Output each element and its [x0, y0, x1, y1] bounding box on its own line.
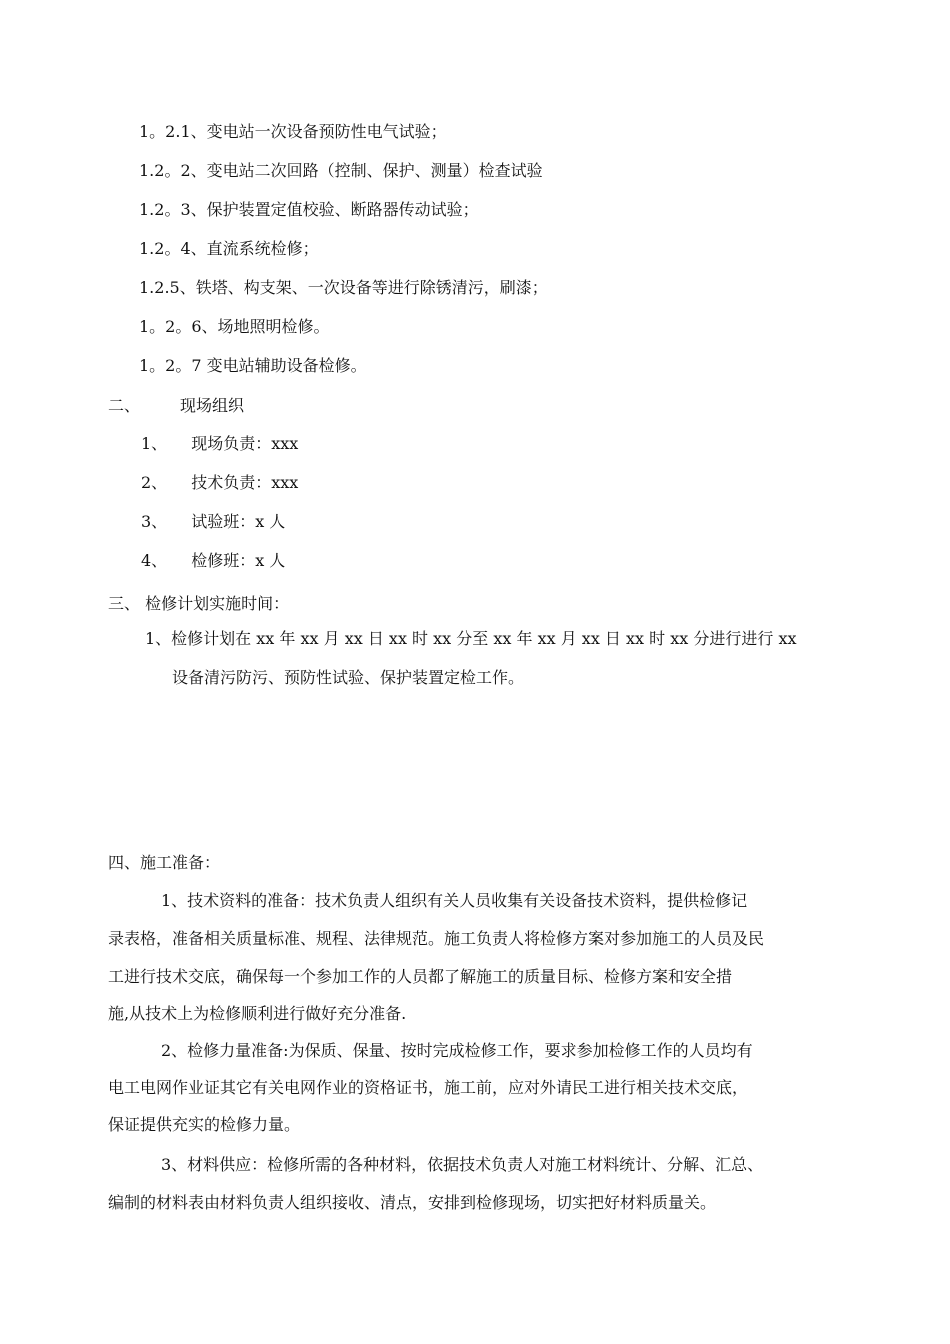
schedule-line-2: 设备清污防污、预防性试验、保护装置定检工作。 [172, 668, 525, 687]
section-2-number: 二、 [108, 396, 141, 415]
prep-paragraph-line: 施,从技术上为检修顺利进行做好充分准备. [108, 1004, 407, 1023]
section-2-title: 现场组织 [180, 396, 245, 415]
section-2-heading [108, 396, 244, 416]
org-item-text: 检修班：x 人 [191, 551, 286, 570]
prep-paragraph-line: 1、技术资料的准备：技术负责人组织有关人员收集有关设备技术资料，提供检修记 [161, 891, 748, 910]
item-1-2-1: 1。2.1、变电站一次设备预防性电气试验； [139, 122, 447, 141]
item-1-2-7: 1。2。7 变电站辅助设备检修。 [139, 356, 367, 375]
prep-paragraph-line: 工进行技术交底，确保每一个参加工作的人员都了解施工的质量目标、检修方案和安全措 [108, 967, 733, 986]
schedule-line-1: 1、检修计划在 xx 年 xx 月 xx 日 xx 时 xx 分至 xx 年 xx 月 xx 日 xx 时 xx 分进行进行 xx [145, 629, 797, 648]
org-item-number: 4、 [141, 551, 168, 570]
org-item-number: 2、 [141, 473, 168, 492]
item-1-2-5: 1.2.5、铁塔、构支架、一次设备等进行除锈清污，刷漆； [139, 278, 548, 297]
item-1-2-6: 1。2。6、场地照明检修。 [139, 317, 330, 336]
org-item-number: 3、 [141, 512, 168, 531]
prep-paragraph-line: 录表格，准备相关质量标准、规程、法律规范。施工负责人将检修方案对参加施工的人员及民 [108, 929, 765, 948]
section-4-heading: 四、施工准备： [108, 853, 221, 872]
org-item-2 [141, 473, 298, 493]
prep-paragraph-line: 3、材料供应：检修所需的各种材料，依据技术负责人对施工材料统计、分解、汇总、 [161, 1155, 764, 1174]
prep-paragraph-line: 编制的材料表由材料负责人组织接收、清点，安排到检修现场，切实把好材料质量关。 [108, 1193, 717, 1212]
prep-paragraph-line: 2、检修力量准备:为保质、保量、按时完成检修工作，要求参加检修工作的人员均有 [161, 1041, 753, 1060]
org-item-text: 技术负责：xxx [191, 473, 299, 492]
org-item-4 [141, 551, 285, 571]
item-1-2-4: 1.2。4、直流系统检修； [139, 239, 319, 258]
prep-paragraph-line: 电工电网作业证其它有关电网作业的资格证书，施工前，应对外请民工进行相关技术交底， [108, 1078, 749, 1097]
item-1-2-2: 1.2。2、变电站二次回路（控制、保护、测量）检查试验 [139, 161, 543, 180]
section-3-heading: 三、 检修计划实施时间： [108, 594, 290, 613]
org-item-text: 现场负责：xxx [191, 434, 299, 453]
org-item-number: 1、 [141, 434, 168, 453]
prep-paragraph-line: 保证提供充实的检修力量。 [108, 1115, 301, 1134]
org-item-text: 试验班：x 人 [191, 512, 286, 531]
item-1-2-3: 1.2。3、保护装置定值校验、断路器传动试验； [139, 200, 479, 219]
org-item-1 [141, 434, 298, 454]
org-item-3 [141, 512, 285, 532]
